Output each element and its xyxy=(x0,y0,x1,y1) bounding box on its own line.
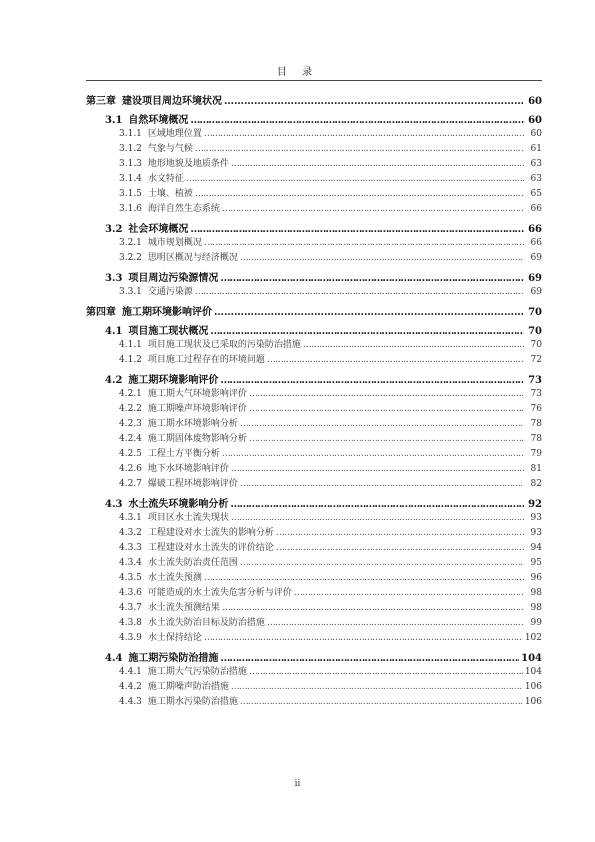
toc-entry[interactable] xyxy=(86,495,542,510)
toc-entry[interactable] xyxy=(86,126,542,141)
dot-leader xyxy=(230,499,524,510)
toc-entry-title: 水土流失环境影响分析 xyxy=(128,499,229,510)
toc-entry-page: 70 xyxy=(528,307,542,318)
dot-leader xyxy=(303,340,524,350)
dot-leader xyxy=(214,307,524,318)
toc-entry-number: 3.1.5 xyxy=(119,189,142,199)
toc-entry-page: 81 xyxy=(530,464,542,474)
toc-entry[interactable] xyxy=(86,201,542,216)
toc-entry-number: 3.1 xyxy=(105,115,123,126)
toc-entry[interactable] xyxy=(86,401,542,416)
toc-entry-number: 第三章 xyxy=(86,96,116,107)
toc-entry[interactable] xyxy=(86,284,542,299)
toc-entry-number: 3.2 xyxy=(105,224,123,235)
toc-entry-page: 93 xyxy=(530,513,542,523)
dot-leader xyxy=(240,697,523,707)
toc-entry-page: 60 xyxy=(528,115,542,126)
dot-leader xyxy=(240,479,524,489)
toc-entry[interactable] xyxy=(86,585,542,600)
toc-entry[interactable] xyxy=(86,386,542,401)
toc-entry-page: 78 xyxy=(530,419,542,429)
toc-entry-number: 4.3 xyxy=(105,499,123,510)
toc-entry-number: 4.2.5 xyxy=(119,449,142,459)
toc-entry[interactable] xyxy=(86,461,542,476)
toc-entry-page: 104 xyxy=(524,667,542,677)
toc-entry-number: 4.2.4 xyxy=(119,434,142,444)
toc-entry-title: 施工期固体废物影响分析 xyxy=(147,434,247,444)
dot-leader xyxy=(231,464,524,474)
toc-entry-number: 4.3.3 xyxy=(119,543,142,553)
dot-leader xyxy=(220,375,524,386)
toc-entry[interactable] xyxy=(86,630,542,645)
toc-entry-page: 95 xyxy=(530,558,542,568)
toc-entry-title: 思明区概况与经济概况 xyxy=(147,253,238,263)
dot-leader xyxy=(249,434,524,444)
toc-entry-page: 69 xyxy=(528,273,542,284)
toc-entry-title: 地形地貌及地质条件 xyxy=(147,159,229,169)
dot-leader xyxy=(294,588,524,598)
toc-entry[interactable] xyxy=(86,337,542,352)
toc-entry-title: 项目周边污染源情况 xyxy=(128,273,219,284)
dot-leader xyxy=(240,253,524,263)
toc-entry-title: 海洋自然生态系统 xyxy=(147,204,220,214)
toc-entry[interactable] xyxy=(86,664,542,679)
toc-entry-number: 4.1.1 xyxy=(119,340,142,350)
toc-entry-title: 施工期水污染防治措施 xyxy=(147,697,238,707)
toc-entry-title: 工程土方平衡分析 xyxy=(147,449,220,459)
dot-leader xyxy=(195,287,524,297)
toc-entry-number: 4.2.3 xyxy=(119,419,142,429)
toc-entry-number: 3.3 xyxy=(105,273,123,284)
toc-entry-title: 施工期水环境影响分析 xyxy=(147,419,238,429)
toc-entry-page: 98 xyxy=(530,603,542,613)
toc-entry-page: 72 xyxy=(530,355,542,365)
toc-entry[interactable] xyxy=(86,186,542,201)
dot-leader xyxy=(276,543,524,553)
header-divider xyxy=(86,80,542,81)
toc-entry-title: 施工期大气环境影响评价 xyxy=(147,389,247,399)
toc-entry-number: 4.3.7 xyxy=(119,603,142,613)
page-number: ii xyxy=(294,779,301,789)
toc-entry-page: 106 xyxy=(524,697,542,707)
toc-entry-title: 水土流失防治责任范围 xyxy=(147,558,238,568)
toc-entry[interactable] xyxy=(86,694,542,709)
toc-entry-number: 4.2.1 xyxy=(119,389,142,399)
toc-entry-title: 水文特征 xyxy=(147,174,184,184)
dot-leader xyxy=(249,404,524,414)
toc-entry-number: 4.4 xyxy=(105,653,123,664)
toc-entry-number: 4.1.2 xyxy=(119,355,142,365)
toc-entry-page: 61 xyxy=(530,144,542,154)
toc-entry-title: 地下水环境影响评价 xyxy=(147,464,229,474)
toc-entry-number: 3.2.1 xyxy=(119,238,142,248)
toc-entry-title: 施工期环境影响评价 xyxy=(122,307,212,318)
dot-leader xyxy=(276,528,524,538)
toc-entry-page: 66 xyxy=(530,204,542,214)
dot-leader xyxy=(190,115,524,126)
toc-entry-title: 施工期大气污染防治措施 xyxy=(147,667,247,677)
toc-entry-page: 60 xyxy=(528,96,542,107)
toc-entry-number: 4.3.6 xyxy=(119,588,142,598)
toc-entry[interactable] xyxy=(86,600,542,615)
toc-entry[interactable] xyxy=(86,269,542,284)
toc-entry[interactable] xyxy=(86,649,542,664)
toc-entry-page: 76 xyxy=(530,404,542,414)
toc-entry-page: 60 xyxy=(530,129,542,139)
toc-entry[interactable] xyxy=(86,111,542,126)
toc-entry-number: 4.2 xyxy=(105,375,123,386)
toc-entry-title: 气象与气候 xyxy=(147,144,193,154)
toc-entry-number: 3.1.2 xyxy=(119,144,142,154)
toc-entry-title: 土壤、植被 xyxy=(147,189,193,199)
toc-entry-page: 69 xyxy=(530,287,542,297)
dot-leader xyxy=(220,273,524,284)
toc-entry-title: 水土保持结论 xyxy=(147,633,202,643)
toc-entry-title: 工程建设对水土流失的影响分析 xyxy=(147,528,274,538)
toc-entry[interactable] xyxy=(86,525,542,540)
toc-entry-number: 3.2.2 xyxy=(119,253,142,263)
toc-entry-number: 3.3.1 xyxy=(119,287,142,297)
toc-entry-page: 63 xyxy=(530,159,542,169)
toc-entry-title: 水土流失预测 xyxy=(147,573,202,583)
toc-entry-title: 项目区水土流失现状 xyxy=(147,513,229,523)
toc-entry[interactable] xyxy=(86,679,542,694)
toc-entry-number: 4.3.8 xyxy=(119,618,142,628)
toc-entry-page: 73 xyxy=(530,389,542,399)
toc-entry[interactable] xyxy=(86,303,542,318)
dot-leader xyxy=(204,238,524,248)
toc-entry-page: 98 xyxy=(530,588,542,598)
dot-leader xyxy=(204,633,523,643)
toc-entry[interactable] xyxy=(86,446,542,461)
table-of-contents xyxy=(86,88,542,709)
dot-leader xyxy=(195,189,524,199)
toc-entry-page: 70 xyxy=(530,340,542,350)
toc-entry-number: 4.2.6 xyxy=(119,464,142,474)
toc-entry-page: 78 xyxy=(530,434,542,444)
toc-entry-page: 96 xyxy=(530,573,542,583)
dot-leader xyxy=(222,603,524,613)
toc-entry-page: 69 xyxy=(530,253,542,263)
toc-entry-number: 4.2.7 xyxy=(119,479,142,489)
toc-entry[interactable] xyxy=(86,540,542,555)
toc-entry-title: 工程建设对水土流失的评价结论 xyxy=(147,543,274,553)
toc-entry-page: 70 xyxy=(528,326,542,337)
toc-entry-page: 66 xyxy=(530,238,542,248)
toc-entry-title: 爆破工程环境影响评价 xyxy=(147,479,238,489)
toc-entry-title: 水土流失预测结果 xyxy=(147,603,220,613)
toc-entry-number: 4.4.2 xyxy=(119,682,142,692)
dot-leader xyxy=(224,96,524,107)
toc-entry-page: 106 xyxy=(524,682,542,692)
toc-entry[interactable] xyxy=(86,141,542,156)
dot-leader xyxy=(267,355,524,365)
dot-leader xyxy=(240,419,524,429)
dot-leader xyxy=(231,682,523,692)
toc-entry-title: 社会环境概况 xyxy=(128,224,189,235)
dot-leader xyxy=(231,513,524,523)
toc-entry[interactable] xyxy=(86,250,542,265)
toc-entry-number: 3.1.6 xyxy=(119,204,142,214)
toc-entry-page: 104 xyxy=(521,653,542,664)
toc-entry-title: 项目施工现状及已采取的污染防治措施 xyxy=(147,340,301,350)
dot-leader xyxy=(222,449,524,459)
toc-entry-number: 4.1 xyxy=(105,326,123,337)
toc-entry[interactable] xyxy=(86,92,542,107)
dot-leader xyxy=(231,159,524,169)
dot-leader xyxy=(249,389,524,399)
dot-leader xyxy=(220,653,519,664)
toc-entry[interactable] xyxy=(86,510,542,525)
toc-entry[interactable] xyxy=(86,352,542,367)
toc-entry-number: 4.4.1 xyxy=(119,667,142,677)
toc-entry[interactable] xyxy=(86,322,542,337)
toc-entry-number: 4.3.9 xyxy=(119,633,142,643)
toc-entry-title: 城市规划概况 xyxy=(147,238,202,248)
toc-entry[interactable] xyxy=(86,235,542,250)
toc-entry[interactable] xyxy=(86,476,542,491)
toc-entry-title: 施工期噪声环境影响评价 xyxy=(147,404,247,414)
toc-entry-page: 82 xyxy=(530,479,542,489)
toc-entry[interactable] xyxy=(86,555,542,570)
toc-entry-page: 93 xyxy=(530,528,542,538)
toc-entry-number: 第四章 xyxy=(86,307,116,318)
dot-leader xyxy=(210,326,524,337)
dot-leader xyxy=(186,174,524,184)
toc-entry-number: 3.1.4 xyxy=(119,174,142,184)
toc-entry-number: 3.1.3 xyxy=(119,159,142,169)
toc-entry-page: 94 xyxy=(530,543,542,553)
dot-leader xyxy=(249,667,523,677)
toc-entry-page: 79 xyxy=(530,449,542,459)
toc-entry-title: 施工期污染防治措施 xyxy=(128,653,219,664)
dot-leader xyxy=(222,204,524,214)
toc-entry-title: 项目施工过程存在的环境问题 xyxy=(147,355,265,365)
toc-entry-title: 交通污染源 xyxy=(147,287,193,297)
toc-entry-title: 水土流失防治目标及防治措施 xyxy=(147,618,265,628)
toc-entry-title: 区域地理位置 xyxy=(147,129,202,139)
toc-entry-title: 施工期噪声防治措施 xyxy=(147,682,229,692)
toc-entry[interactable] xyxy=(86,570,542,585)
toc-entry-title: 施工期环境影响评价 xyxy=(128,375,219,386)
toc-entry[interactable] xyxy=(86,220,542,235)
toc-entry[interactable] xyxy=(86,156,542,171)
dot-leader xyxy=(204,573,524,583)
toc-entry-title: 可能造成的水土流失危害分析与评价 xyxy=(147,588,292,598)
toc-entry-page: 102 xyxy=(524,633,542,643)
toc-entry-page: 99 xyxy=(530,618,542,628)
toc-entry-title: 自然环境概况 xyxy=(128,115,189,126)
toc-entry-page: 65 xyxy=(530,189,542,199)
toc-entry-page: 73 xyxy=(528,375,542,386)
dot-leader xyxy=(204,129,524,139)
page-title: 目 录 xyxy=(276,67,319,78)
toc-entry[interactable] xyxy=(86,371,542,386)
toc-entry-number: 4.2.2 xyxy=(119,404,142,414)
toc-entry[interactable] xyxy=(86,171,542,186)
toc-entry-title: 项目施工现状概况 xyxy=(128,326,209,337)
toc-entry-number: 4.3.1 xyxy=(119,513,142,523)
toc-entry-page: 63 xyxy=(530,174,542,184)
toc-entry-number: 4.4.3 xyxy=(119,697,142,707)
dot-leader xyxy=(195,144,524,154)
toc-entry-number: 4.3.5 xyxy=(119,573,142,583)
toc-entry-number: 3.1.1 xyxy=(119,129,142,139)
dot-leader xyxy=(267,618,524,628)
toc-entry-number: 4.3.4 xyxy=(119,558,142,568)
toc-entry-page: 92 xyxy=(528,499,542,510)
toc-entry-page: 66 xyxy=(528,224,542,235)
toc-entry-number: 4.3.2 xyxy=(119,528,142,538)
toc-entry[interactable] xyxy=(86,416,542,431)
toc-entry[interactable] xyxy=(86,431,542,446)
dot-leader xyxy=(190,224,524,235)
dot-leader xyxy=(240,558,524,568)
toc-entry-title: 建设项目周边环境状况 xyxy=(122,96,222,107)
toc-entry[interactable] xyxy=(86,615,542,630)
